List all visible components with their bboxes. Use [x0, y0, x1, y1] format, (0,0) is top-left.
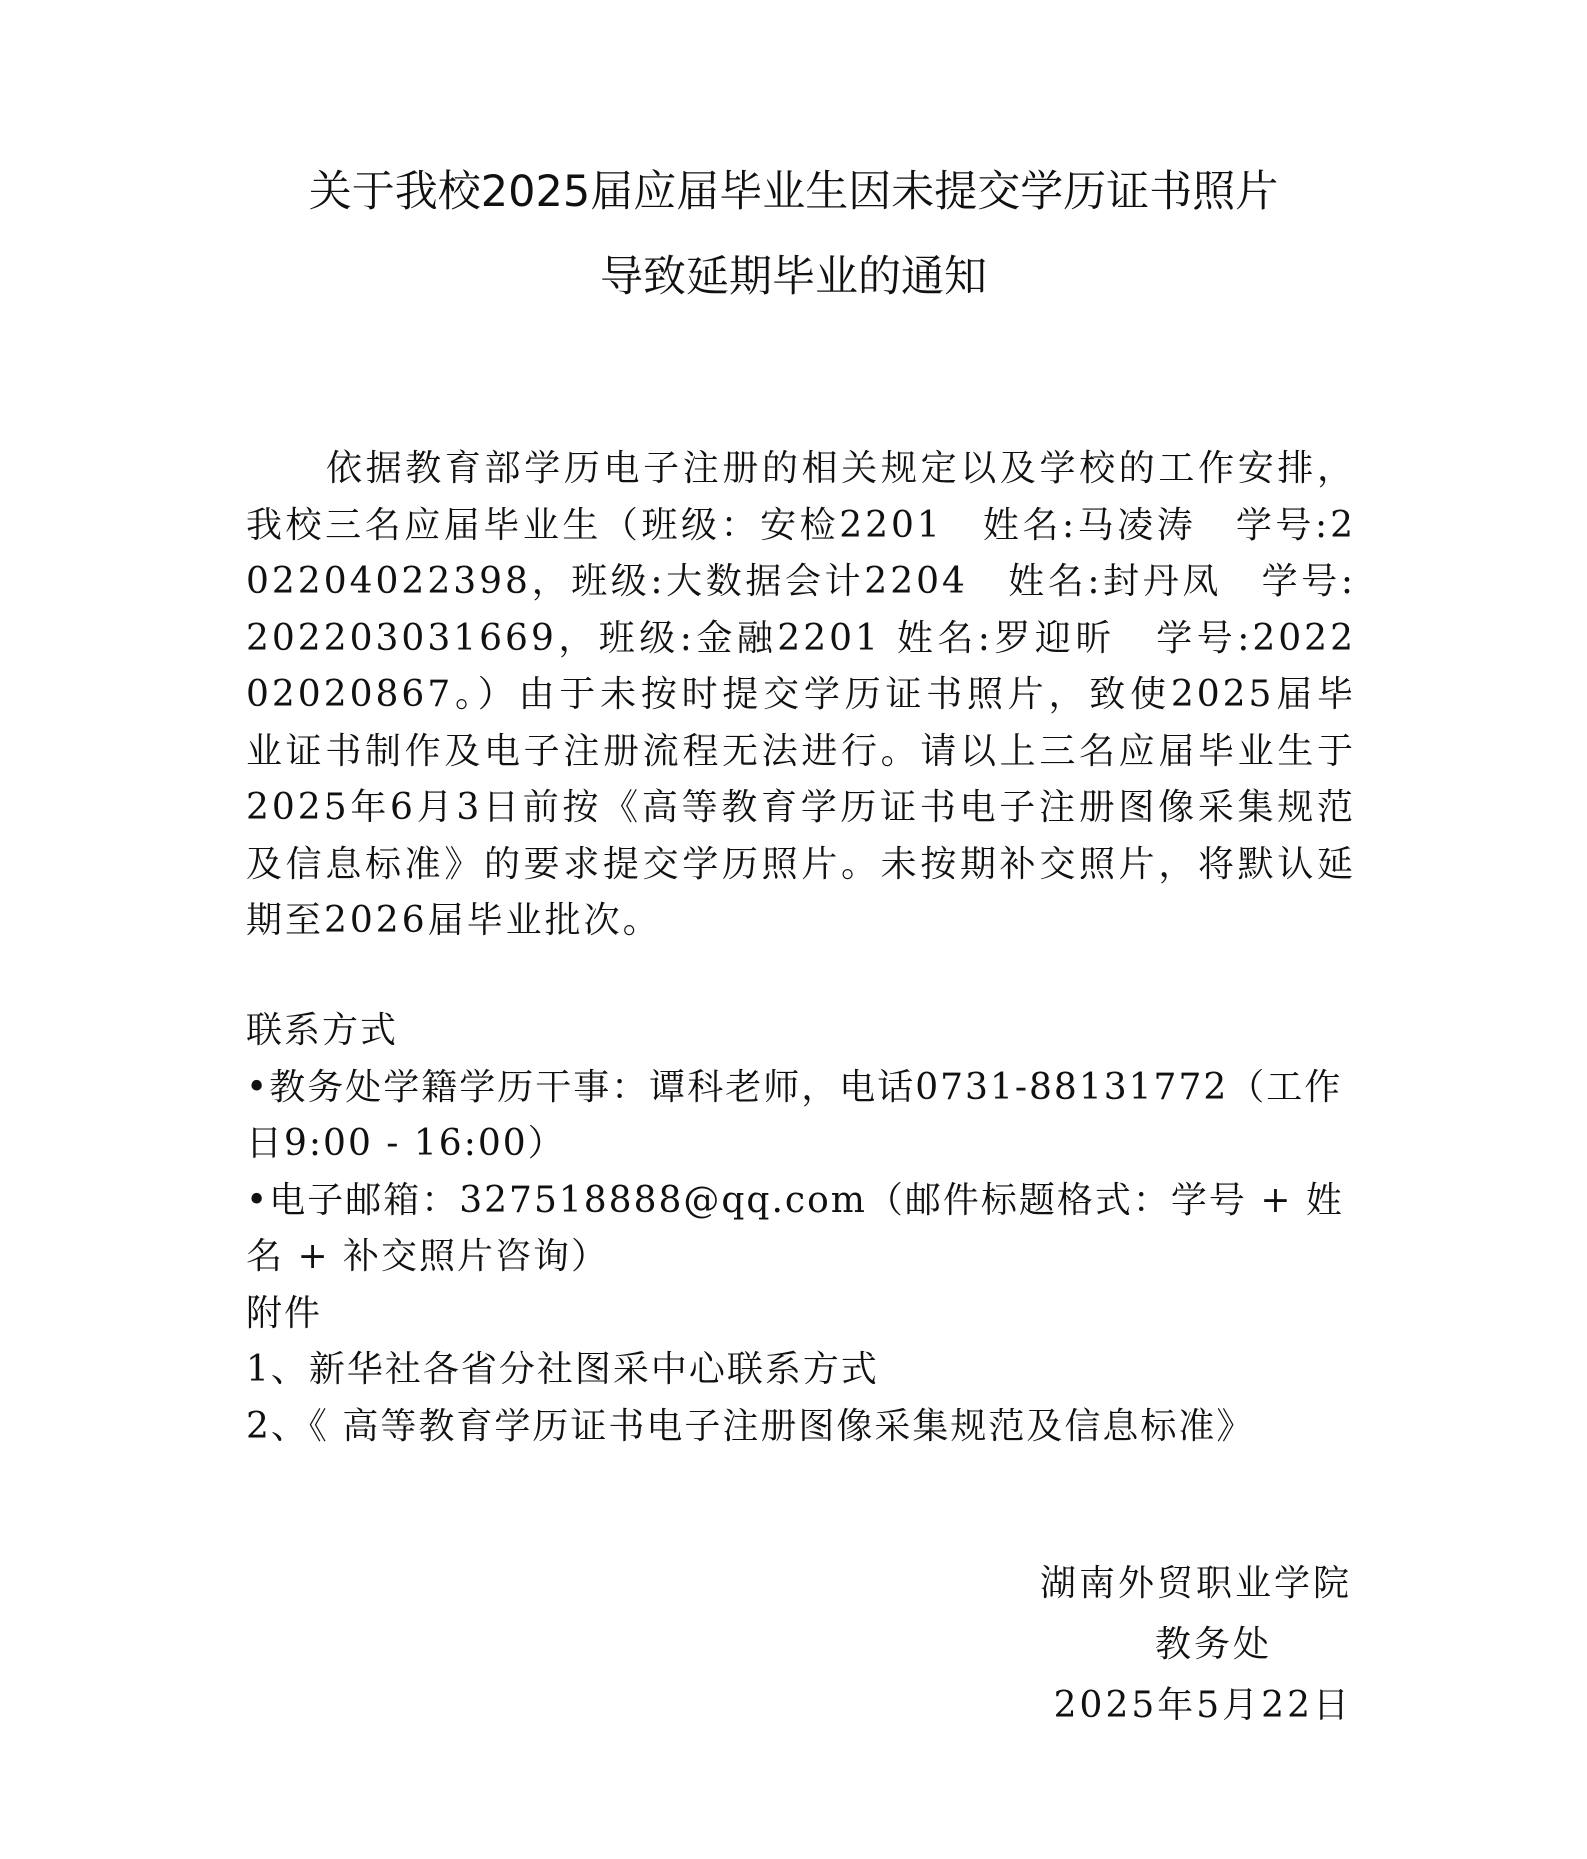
title-line-2: 导致延期毕业的通知	[600, 252, 987, 302]
attachment-heading: 附件	[246, 1292, 323, 1334]
body-paragraph: 依据教育部学历电子注册的相关规定以及学校的工作安排，我校三名应届毕业生（班级：安检2201 姓名:马凌涛 学号:202204022398，班级:大数据会计2204 姓名:封丹凤 学号:202203031669，班级:金融2201 姓名:罗迎昕 学号:202202020867。）由于未按时提交学历证书照片，致使2025届毕业证书制作及电子注册流程无法进行。请以上三名应届毕业生于2025年6月3日前按《高等教育学历证书电子注册图像采集规范及信息标准》的要求提交学历照片。未按期补交照片，将默认延期至2026届毕业批次。	[246, 448, 1356, 941]
attachment-item-2: 2、《 高等教育学历证书电子注册图像采集规范及信息标准》	[246, 1405, 1255, 1447]
contact-section	[246, 1003, 1356, 1455]
signature-org: 湖南外贸职业学院	[1039, 1563, 1352, 1604]
document-title	[0, 150, 1587, 320]
signature-block	[852, 1553, 1352, 1736]
contact-heading: 联系方式	[246, 1010, 399, 1051]
attachment-item-1: 1、新华社各省分社图采中心联系方式	[246, 1349, 879, 1390]
title-line-1: 关于我校2025届应届毕业生因未提交学历证书照片	[308, 167, 1279, 217]
contact-email: •电子邮箱：327518888@qq.com（邮件标题格式：学号 + 姓名 + 补交照片咨询）	[246, 1179, 1344, 1277]
contact-phone: •教务处学籍学历干事：谭科老师，电话0731-88131772（工作日9:00 - 16:00）	[246, 1066, 1343, 1164]
notice-body	[246, 441, 1356, 950]
signature-date: 2025年5月22日	[1053, 1685, 1352, 1726]
signature-dept: 教务处	[1154, 1624, 1272, 1665]
